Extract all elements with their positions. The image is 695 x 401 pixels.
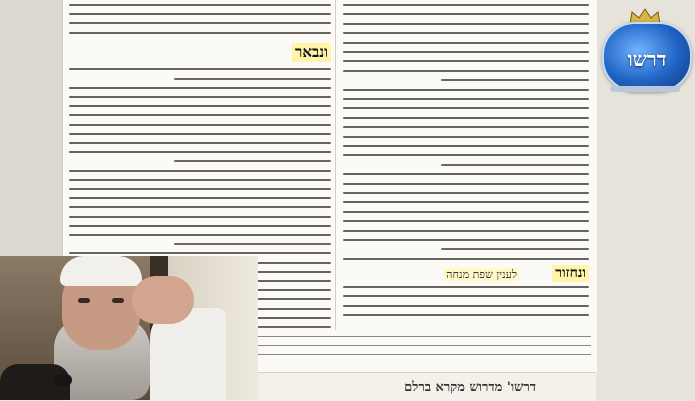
- text-line: [343, 192, 589, 194]
- text-line: [69, 4, 331, 6]
- text-line: [343, 98, 589, 100]
- text-line: [343, 230, 589, 232]
- text-line: [343, 286, 589, 288]
- text-line: [343, 145, 589, 147]
- text-line: [69, 13, 331, 15]
- text-line: [69, 105, 331, 107]
- text-line: [343, 305, 589, 307]
- text-line: [343, 220, 589, 222]
- running-title: דרשו' מדרוש מקרא ברלם: [404, 380, 536, 395]
- text-line: [343, 4, 589, 6]
- text-line: [343, 23, 589, 25]
- text-line: [69, 252, 331, 254]
- text-line: [343, 173, 589, 175]
- text-line: [343, 70, 589, 72]
- text-line: [343, 258, 589, 260]
- text-line: [441, 164, 589, 166]
- logo-badge: [602, 22, 692, 92]
- logo-stand: [610, 86, 680, 92]
- text-line: [174, 78, 331, 80]
- speaker-eyes: [78, 298, 124, 304]
- speaker-webcam[interactable]: [0, 256, 258, 400]
- text-line: [69, 124, 331, 126]
- text-line: [343, 211, 589, 213]
- text-line: [69, 225, 331, 227]
- text-line: [343, 117, 589, 119]
- microphone-icon: [54, 374, 72, 386]
- text-line: [69, 96, 331, 98]
- text-line: [343, 89, 589, 91]
- text-line: [441, 248, 589, 250]
- text-line: [343, 51, 589, 53]
- left-section-heading: [292, 44, 331, 60]
- right-text-column: [343, 0, 589, 332]
- text-line: [441, 79, 589, 81]
- text-line: [343, 126, 589, 128]
- right-heading-text: ונחזור: [552, 265, 589, 282]
- text-line: [343, 154, 589, 156]
- text-line: [69, 179, 331, 181]
- text-line: [69, 197, 331, 199]
- text-line: [69, 68, 331, 70]
- text-line: [69, 170, 331, 172]
- text-line: [343, 183, 589, 185]
- text-line: [343, 239, 589, 241]
- speaker-hand: [132, 276, 194, 324]
- text-line: [343, 136, 589, 138]
- text-line: [174, 160, 331, 162]
- text-line: [343, 42, 589, 44]
- text-line: [69, 133, 331, 135]
- column-divider: [335, 0, 336, 330]
- left-heading-text: ונבאר: [292, 43, 331, 62]
- text-line: [69, 32, 331, 34]
- text-line: [174, 243, 331, 245]
- text-line: [69, 216, 331, 218]
- text-line: [69, 114, 331, 116]
- speaker-kippah: [60, 256, 142, 286]
- text-line: [69, 22, 331, 24]
- text-line: [69, 151, 331, 153]
- text-line: [343, 32, 589, 34]
- text-line: [343, 107, 589, 109]
- text-line: [343, 295, 589, 297]
- text-line: [69, 206, 331, 208]
- channel-logo: [602, 8, 688, 92]
- text-line: [343, 60, 589, 62]
- right-heading-subtext: לענין שפת מנחה: [446, 268, 517, 281]
- text-line: [69, 142, 331, 144]
- text-line: [343, 201, 589, 203]
- text-line: [69, 234, 331, 236]
- logo-text: דרשו: [627, 47, 667, 71]
- text-line: [343, 314, 589, 316]
- text-line: [69, 87, 331, 89]
- text-line: [343, 13, 589, 15]
- text-line: [69, 188, 331, 190]
